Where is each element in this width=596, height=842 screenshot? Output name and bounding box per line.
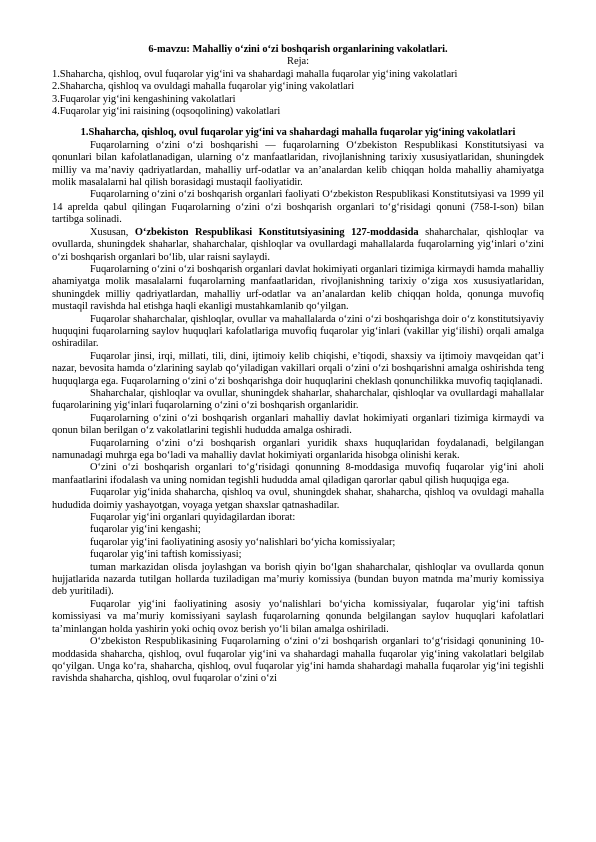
page-title: 6-mavzu: Mahalliy o‘zini o‘zi boshqarish organlarining vakolatlari. bbox=[148, 44, 448, 55]
paragraph: Fuqarolar jinsi, irqi, millati, tili, dini, ijtimoiy kelib chiqishi, e’tiqodi, shaxsiy va ijtimoiy mavqeidan qat’i nazar, bevosita hamda o‘zlarining saylab qo‘yiladigan vakillari orqali o‘zini o‘zi boshqarishni amalga oshirishda teng huquqlarga ega. Fuqarolarning o‘zini o‘zi boshqarishga doir huquqlarini cheklash qonunchilikka muvofiq taqiqlanadi. bbox=[52, 350, 544, 387]
paragraph: O‘zini o‘zi boshqarish organlari to‘g‘risidagi qonunning 8-moddasiga muvofiq fuqarolar yig‘ini aholi manfaatlarini ifodalash va uning nomidan tegishli hududda amal qiladigan qarorlar qabul qilish huquqiga ega. bbox=[52, 462, 544, 486]
section-title: 1.Shaharcha, qishloq, ovul fuqarolar yig‘ini va shahardagi mahalla fuqarolar yig‘ining vakolatlari bbox=[80, 127, 516, 139]
paragraph: Fuqarolarning o‘zini o‘zi boshqarish organlari yuridik shaxs huquqlaridan foydalanadi, belgilangan namunadagi muhrga ega bo‘ladi va mahalliy davlat hokimiyati organlarida hisobga olinishi kerak. bbox=[52, 437, 544, 461]
paragraph bbox=[52, 227, 544, 264]
paragraph-text: Xususan, bbox=[90, 226, 135, 238]
plan-item: 2.Shaharcha, qishloq va ovuldagi mahalla fuqarolar yig‘ining vakolatlari bbox=[52, 81, 355, 93]
paragraph: tuman markazidan olisda joylashgan va borish qiyin bo‘lgan shaharchalar, qishloqlar va ovullarda qonun hujjatlarida nazarda tutilgan hollarda tuziladigan ma’muriy komissiya (bundan buyon matnda ma’muriy komissiya deb yuritiladi). bbox=[52, 561, 544, 598]
paragraph: Shaharchalar, qishloqlar va ovullar, shuningdek shaharlar, shaharchalar, qishloqlar va ovullardagi mahallalar fuqarolarining yig‘inlari fuqarolarning o‘zini o‘zi boshqarish organlaridir. bbox=[52, 387, 544, 412]
paragraph: Fuqarolarning o‘zini o‘zi boshqarish organlari mahalliy davlat hokimiyati organlari tizimiga kirmaydi va qonun bilan berilgan o‘z vakolatlarini tegishli hududda amalga oshiradi. bbox=[52, 412, 544, 437]
plan-item: 1.Shaharcha, qishloq, ovul fuqarolar yig‘ini va shahardagi mahalla fuqarolar yig‘ining vakolatlari bbox=[52, 68, 458, 80]
list-item: fuqarolar yig‘ini taftish komissiyasi; bbox=[90, 549, 242, 561]
plan-item: 4.Fuqarolar yig‘ini raisining (oqsoqolining) vakolatlari bbox=[52, 106, 281, 118]
paragraph-text: shaharchalar, qishloqlar va ovullarda, shuningdek shaharlar, shaharchalar, qishloqlar va ovullardagi mahallalarda fuqarolarning yig‘inlari o‘zini o‘zi boshqarish organlari bo‘lib, ular raisni saylaydi. bbox=[52, 226, 545, 263]
paragraph: Fuqarolarning o‘zini o‘zi boshqarish organlari davlat hokimiyati organlari tizimiga kirmaydi hamda mahalliy ahamiyatga molik masalalarni fuqarolarning manfaatlaridan, rivojlanishning tarixiy o‘ziga xos xususiyatlaridan, shuningdek milliy qadriyatlardan, mahalliy urf-odatlar va an’analardan kelib chiqqan holda, qonunga muvofiq mustaqil ravishda hal etishga haqli ekanligi mustahkamlanib qo‘yilgan. bbox=[52, 263, 544, 313]
paragraph: O‘zbekiston Respublikasining Fuqarolarning o‘zini o‘zi boshqarish organlari to‘g‘risidagi qonunining 10-moddasida shaharcha, qishloq, ovul fuqarolar yig‘ini va shahardagi mahalla fuqarolar yig‘ining vakolatlari belgilab qo‘yilgan. Unga ko‘ra, shaharcha, qishloq, ovul fuqarolar yig‘ini hamda shahardagi mahalla fuqarolar yig‘ini tegishli ravishda shaharcha, qishloq, ovul fuqarolar o‘zini o‘zi bbox=[52, 636, 544, 685]
bold-reference: O‘zbekiston Respublikasi Konstitutsiyasining 127-moddasida bbox=[134, 226, 419, 238]
paragraph: Fuqarolar shaharchalar, qishloqlar, ovullar va mahallalarda o‘zini o‘zi boshqarishga doir o‘z konstitutsiyaviy huquqini fuqarolarning saylov huquqlari kafolatlariga muvofiq fuqarolar yig‘inlari (vakillar yig‘ilishi) orqali amalga oshiradilar. bbox=[52, 313, 544, 350]
paragraph: Fuqarolar yig‘inida shaharcha, qishloq va ovul, shuningdek shahar, shaharcha, qishloq va ovuldagi mahalla hududida doimiy yashayotgan, voyaga yetgan shaxslar qatnashadilar. bbox=[52, 487, 544, 511]
list-item: fuqarolar yig‘ini faoliyatining asosiy yo‘nalishlari bo‘yicha komissiyalar; bbox=[90, 536, 396, 548]
document-page bbox=[52, 44, 544, 686]
paragraph: Fuqarolarning o‘zini o‘zi boshqarishi — fuqarolarning O‘zbekiston Respublikasi Konstitutsiyasi va qonunlari bilan kafolatlanadigan, ularning o‘z manfaatlaridan, rivojlanishning tarixiy xususiyatlaridan, shuningdek milliy va ma’naviy qadriyatlardan, mahalliy urf-odatlar va an’analardan kelib chiqqan holda mahalliy ahamiyatga molik masalalarni hal qilish borasidagi mustaqil faoliyatidir. bbox=[52, 139, 544, 189]
list-item: fuqarolar yig‘ini kengashi; bbox=[90, 524, 201, 536]
paragraph: Fuqarolarning o‘zini o‘zi boshqarish organlari faoliyati O‘zbekiston Respublikasi Konstitutsiyasi va 1999 yil 14 aprelda qabul qilingan Fuqarolarning o‘zini o‘zi boshqarish organlari to‘g‘risidagi qonuni (758-I-son) bilan tartibga solinadi. bbox=[52, 189, 544, 226]
plan-item: 3.Fuqarolar yig‘ini kengashining vakolatlari bbox=[52, 93, 236, 105]
paragraph: Fuqarolar yig‘ini organlari quyidagilardan iborat: bbox=[90, 512, 296, 524]
plan-label: Reja: bbox=[287, 56, 309, 68]
paragraph: Fuqarolar yig‘ini faoliyatining asosiy yo‘nalishlari bo‘yicha komissiyalar, fuqarolar yig‘ini taftish komissiyasi va ma’muriy komissiyani saylash fuqarolarning qonunda belgilangan saylov huquqlari kafolatlari ta’minlangan holda yashirin yoki ochiq ovoz berish yo‘li bilan amalga oshiriladi. bbox=[52, 598, 544, 635]
plan-list bbox=[52, 69, 544, 119]
